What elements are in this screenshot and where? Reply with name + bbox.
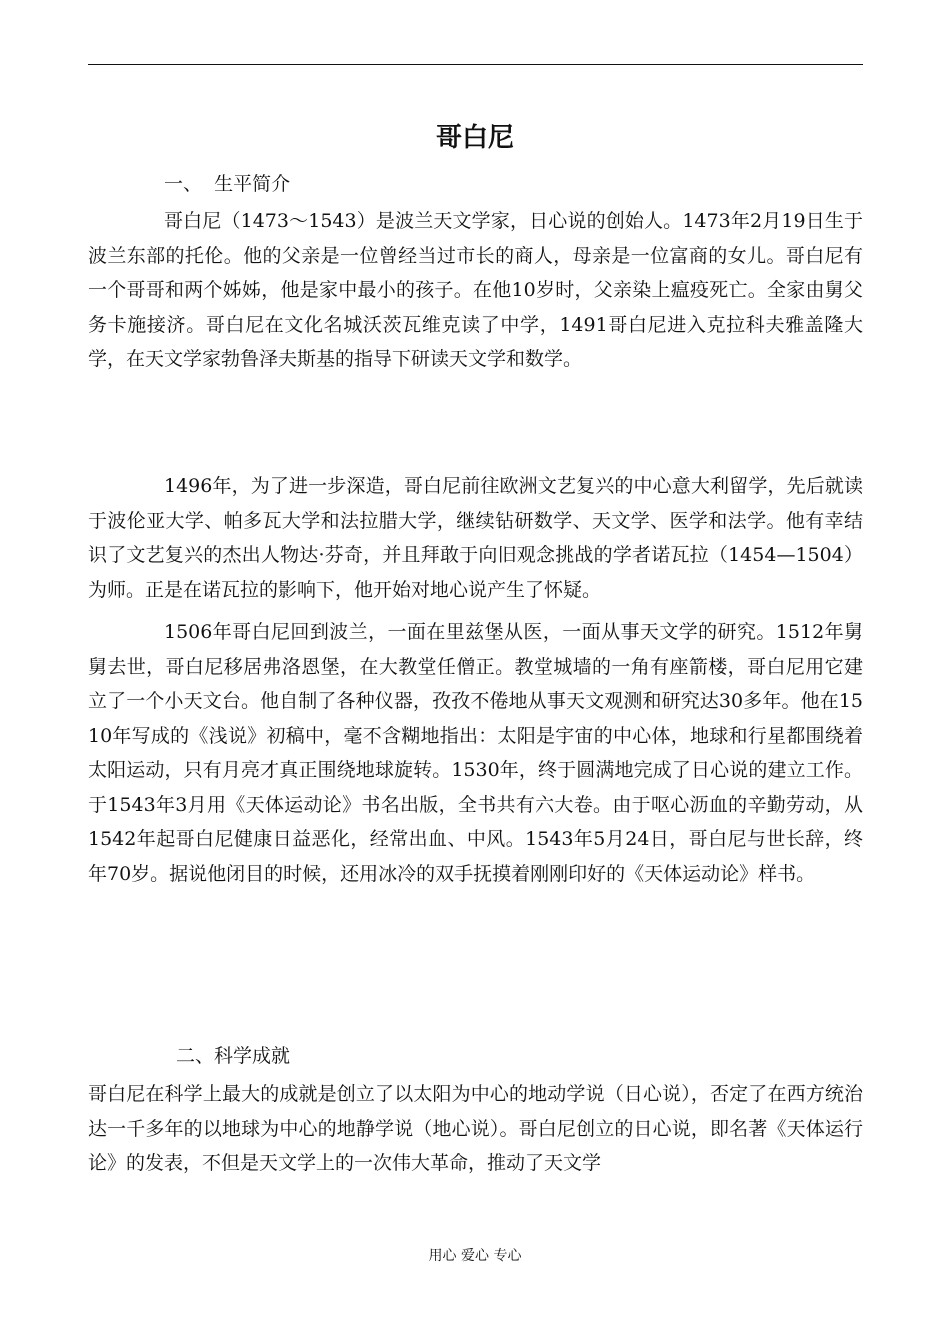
paragraph-achievements-1: 哥白尼在科学上最大的成就是创立了以太阳为中心的地动学说（日心说），否定了在西方统治达一千多年的以地球为中心的地静学说（地心说）。哥白尼创立的日心说，即名著《天体运行论》的发表，不但是天文学上的一次伟大革命，推动了天文学 <box>88 1083 863 1174</box>
paragraph-biography-1: 哥白尼（1473～1543）是波兰天文学家，日心说的创始人。1473年2月19日生于波兰东部的托伦。他的父亲是一位曾经当过市长的商人，母亲是一位富商的女儿。哥白尼有一个哥哥和两个姊姊，他是家中最小的孩子。在他10岁时，父亲染上瘟疫死亡。全家由舅父务卡施接济。哥白尼在文化名城沃茨瓦维克读了中学，1491哥白尼进入克拉科夫雅盖隆大学，在天文学家勃鲁泽夫斯基的指导下研读天文学和数学。 <box>88 210 863 370</box>
section-heading-achievements: 二、科学成就 <box>176 1045 291 1067</box>
paragraph-biography-2: 1496年，为了进一步深造，哥白尼前往欧洲文艺复兴的中心意大利留学，先后就读于波伦亚大学、帕多瓦大学和法拉腊大学，继续钻研数学、天文学、医学和法学。他有幸结识了文艺复兴的杰出人物达·芬奇，并且拜敢于向旧观念挑战的学者诺瓦拉（1454—1504）为师。正是在诺瓦拉的影响下，他开始对地心说产生了怀疑。 <box>88 475 863 601</box>
header-rule <box>88 64 863 65</box>
document-title: 哥白尼 <box>435 123 514 153</box>
section-heading-biography: 一、 生平简介 <box>164 173 291 195</box>
paragraph-biography-3: 1506年哥白尼回到波兰，一面在里兹堡从医，一面从事天文学的研究。1512年舅舅去世，哥白尼移居弗洛恩堡，在大教堂任僧正。教堂城墙的一角有座箭楼，哥白尼用它建立了一个小天文台。他自制了各种仪器，孜孜不倦地从事天文观测和研究达30多年。他在1510年写成的《浅说》初稿中，毫不含糊地指出：太阳是宇宙的中心体，地球和行星都围绕着太阳运动，只有月亮才真正围绕地球旋转。1530年，终于圆满地完成了日心说的建立工作。于1543年3月用《天体运动论》书名出版，全书共有六大卷。由于呕心沥血的辛勤劳动，从1542年起哥白尼健康日益恶化，经常出血、中风。1543年5月24日，哥白尼与世长辞，终年70岁。据说他闭目的时候，还用冰冷的双手抚摸着刚刚印好的《天体运动论》样书。 <box>88 621 863 885</box>
page-footer: 用心 爱心 专心 <box>428 1248 522 1264</box>
